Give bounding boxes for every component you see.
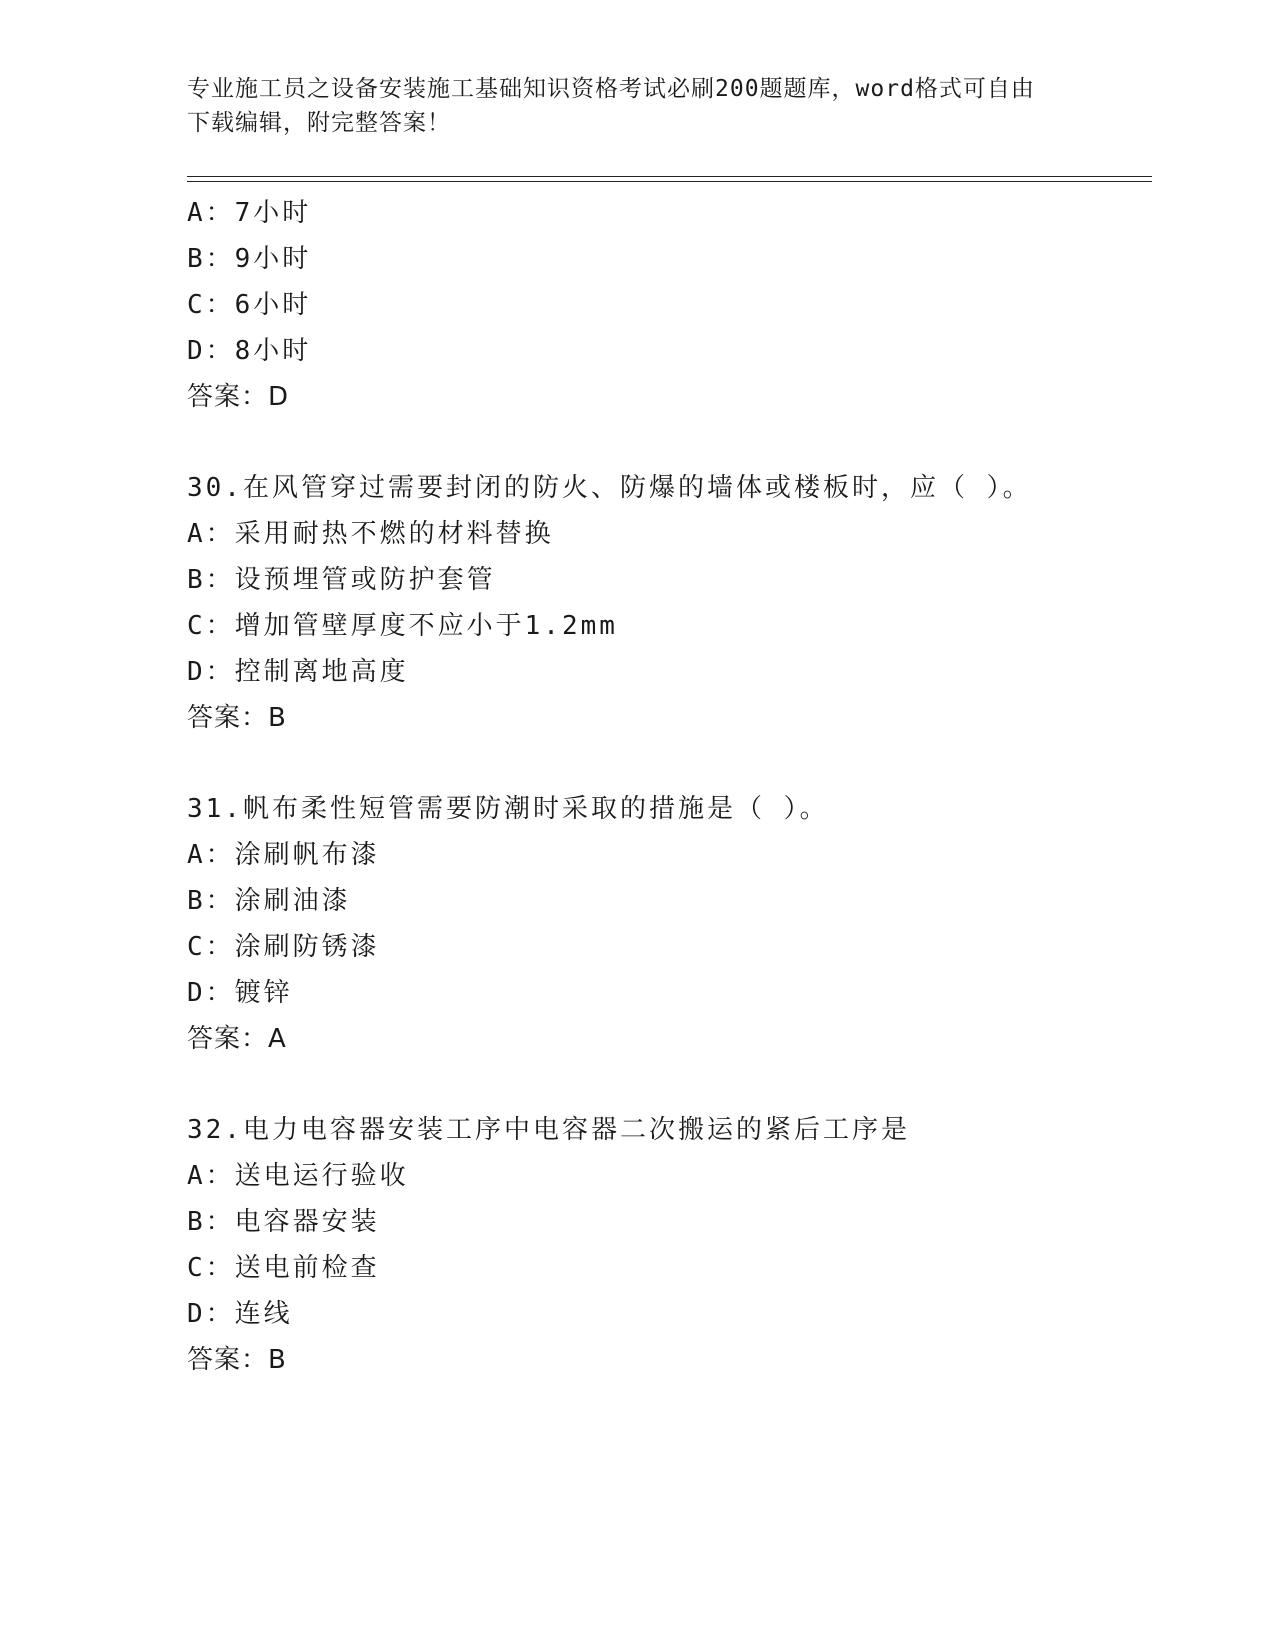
- document-header: [187, 72, 1067, 140]
- option-b: B：9小时: [187, 244, 312, 274]
- question-text: 32.电力电容器安装工序中电容器二次搬运的紧后工序是: [187, 1115, 910, 1145]
- option-b: B：设预埋管或防护套管: [187, 565, 496, 595]
- option-a: A：7小时: [187, 198, 312, 228]
- spacer: [187, 741, 1152, 786]
- header-divider-bottom: [187, 181, 1152, 182]
- option-a: A：涂刷帆布漆: [187, 840, 380, 870]
- option-d: D：镀锌: [187, 978, 293, 1008]
- question-block-30: [187, 465, 1152, 741]
- answer-label: 答案：B: [187, 703, 287, 733]
- header-line-2: 下载编辑，附完整答案！: [187, 110, 451, 136]
- header-divider-top: [187, 176, 1152, 177]
- question-block-31: [187, 786, 1152, 1062]
- question-block-32: [187, 1107, 1152, 1383]
- option-b: B：电容器安装: [187, 1207, 380, 1237]
- option-c: C：增加管壁厚度不应小于1.2mm: [187, 611, 618, 641]
- answer-label: 答案：D: [187, 382, 290, 412]
- option-c: C：涂刷防锈漆: [187, 932, 380, 962]
- option-b: B：涂刷油漆: [187, 886, 351, 916]
- option-a: A：送电运行验收: [187, 1161, 409, 1191]
- option-d: D：连线: [187, 1299, 293, 1329]
- question-text: 31.帆布柔性短管需要防潮时采取的措施是（ ）。: [187, 794, 829, 824]
- question-text: 30.在风管穿过需要封闭的防火、防爆的墙体或楼板时，应（ ）。: [187, 473, 1032, 503]
- header-line-1: 专业施工员之设备安装施工基础知识资格考试必刷200题题库，word格式可自由: [187, 76, 1035, 102]
- answer-label: 答案：A: [187, 1024, 287, 1054]
- question-list: [187, 190, 1152, 1383]
- option-d: D：8小时: [187, 336, 312, 366]
- spacer: [187, 1062, 1152, 1107]
- option-d: D：控制离地高度: [187, 657, 409, 687]
- spacer: [187, 420, 1152, 465]
- option-a: A：采用耐热不燃的材料替换: [187, 519, 554, 549]
- answer-label: 答案：B: [187, 1345, 287, 1375]
- option-c: C：6小时: [187, 290, 312, 320]
- question-block-29: [187, 190, 1152, 420]
- option-c: C：送电前检查: [187, 1253, 380, 1283]
